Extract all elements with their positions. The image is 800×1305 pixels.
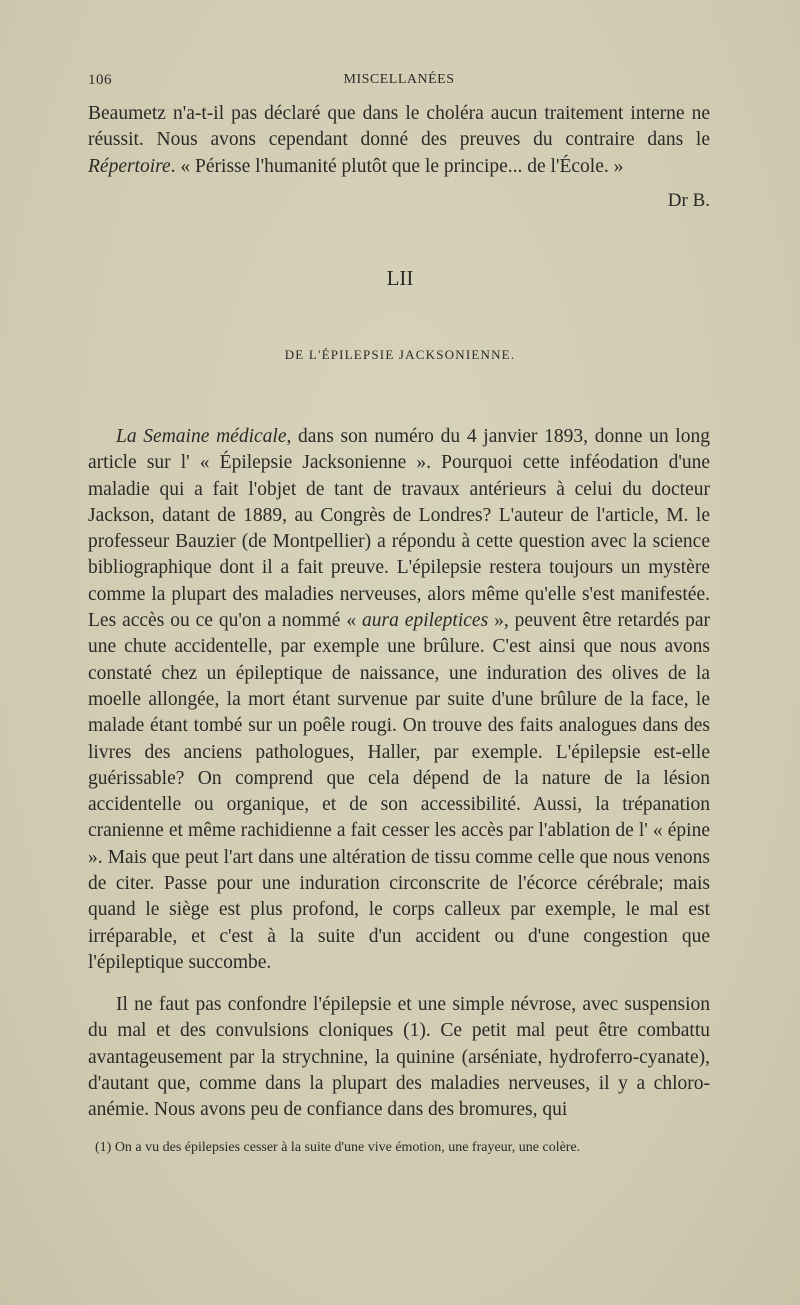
paragraph-1-text-a: , dans son numéro du 4 janvier 1893, donne un long article sur l' « Épilepsie Jacksonienne ». Pourquoi cette inféodation d'une maladie qui a fait l'objet de tant de travaux antérieurs à celui du docteur Jackson, datant de 1889, au Congrès de Londres? L'auteur de l'article, M. le professeur Bauzier (de Montpellier) a répondu à cette question avec la science bibliographique dont il a fait preuve. L'épilepsie restera toujours un mystère comme la plupart des maladies nerveuses, alors même qu'elle s'est manifestée. Les accès ou ce qu'on a nommé «	[88, 426, 710, 632]
body-paragraph-2: Il ne faut pas confondre l'épilepsie et une simple névrose, avec suspension du mal et des convulsions cloniques (1). Ce petit mal peut être combattu avantageusement par la strychnine, la quinine (arséniate, hydroferro-cyanate), d'autant que, comme dans la plupart des maladies nerveuses, il y a chloro-anémie. Nous avons peu de confiance dans des bromures, qui	[88, 994, 710, 1121]
body-paragraph-1	[88, 424, 710, 976]
intro-text-end: . « Périsse l'humanité plutôt que le principe... de l'École. »	[170, 155, 624, 177]
intro-paragraph	[88, 101, 710, 180]
aura-term: aura epileptices	[362, 610, 489, 632]
intro-italic-reference: Répertoire	[88, 155, 171, 177]
section-number: LII	[386, 266, 414, 290]
journal-title: La Semaine médicale	[116, 426, 287, 447]
intro-text-start: Beaumetz n'a-t-il pas déclaré que dans le choléra aucun traitement interne ne réussit. Nous avons cependant donné des preuves du contraire dans le	[88, 103, 710, 151]
paragraph-1-text-b: », peuvent être retardés par une chute accidentelle, par exemple une brûlure. C'est ainsi que nous avons constaté chez un épileptique de naissance, une induration des olives de la moelle allongée, la mort étant survenue par suite d'une brûlure de la face, le malade étant tombé sur un poêle rougi. On trouve des faits analogues dans des livres des anciens pathologues, Haller, par exemple. L'épilepsie est-elle guérissable? On comprend que cela dépend de la nature de la lésion accidentelle ou organique, et de son accessibilité. Aussi, la trépanation cranienne et même rachidienne a fait cesser les accès par l'ablation de l' « épine ». Mais que peut l'art dans une altération de tissu comme celle que nous venons de citer. Passe pour une induration circonscrite de l'écorce cérébrale; mais quand le siège est plus profond, le corps calleux par exemple, le mal est irréparable, et c'est à la suite d'un accident ou d'une congestion que l'épileptique succombe.	[88, 610, 710, 973]
section-title: DE L'ÉPILEPSIE JACKSONIENNE.	[284, 347, 516, 362]
page-number: 106	[88, 72, 112, 88]
running-head: MISCELLANÉES	[343, 72, 455, 87]
page-header	[88, 72, 710, 94]
author-signature: Dr B.	[667, 190, 710, 211]
footnote: (1) On a vu des épilepsies cesser à la suite d'une vive émotion, une frayeur, une colère.	[95, 1140, 581, 1155]
